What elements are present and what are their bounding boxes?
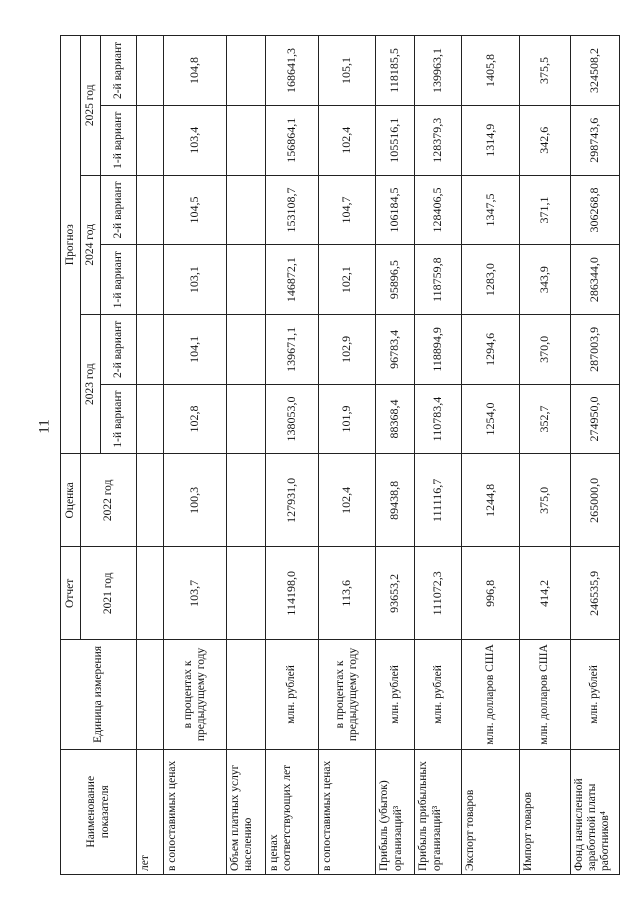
header-forecast: Прогноз: [61, 36, 81, 454]
row-value: 138053,0: [265, 384, 318, 454]
table-row: [265, 36, 318, 875]
row-value: 103,7: [163, 547, 226, 640]
table-row: [415, 36, 462, 875]
row-value: 100,3: [163, 454, 226, 547]
row-value: 146872,1: [265, 245, 318, 315]
row-value: 375,5: [519, 36, 570, 106]
row-value: 298743,6: [570, 105, 619, 175]
row-value: 375,0: [519, 454, 570, 547]
table-row: [163, 36, 226, 875]
row-value: 104,8: [163, 36, 226, 106]
row-value: [227, 454, 266, 547]
header-unit: Единица измерения: [61, 640, 137, 749]
header-2023: 2023 год: [81, 314, 101, 453]
row-name: Фонд начисленной заработной платы работников⁴: [570, 749, 619, 874]
row-value: [137, 175, 164, 245]
row-value: 89438,8: [376, 454, 415, 547]
row-value: 101,9: [319, 384, 376, 454]
row-value: 105516,1: [376, 105, 415, 175]
row-value: [227, 314, 266, 384]
row-value: 370,0: [519, 314, 570, 384]
row-value: 103,4: [163, 105, 226, 175]
row-value: [137, 547, 164, 640]
header-2025-v1: 1-й вариант: [101, 105, 137, 175]
row-name: Прибыль (убыток) организаций³: [376, 749, 415, 874]
row-value: 1294,6: [462, 314, 519, 384]
row-value: 93653,2: [376, 547, 415, 640]
row-value: [137, 36, 164, 106]
row-value: 113,6: [319, 547, 376, 640]
row-value: [137, 245, 164, 315]
row-name: Импорт товаров: [519, 749, 570, 874]
header-2024-v1: 1-й вариант: [101, 245, 137, 315]
row-value: 153108,7: [265, 175, 318, 245]
row-value: 128379,3: [415, 105, 462, 175]
row-value: 274950,0: [570, 384, 619, 454]
row-value: 139963,1: [415, 36, 462, 106]
rotated-table-container: [60, 35, 620, 875]
row-value: [227, 384, 266, 454]
header-2021: 2021 год: [81, 547, 137, 640]
table-row: [376, 36, 415, 875]
forecast-table: [60, 35, 620, 875]
row-name: Объем платных услуг населению: [227, 749, 266, 874]
row-value: 118185,5: [376, 36, 415, 106]
row-name: в сопоставимых ценах: [319, 749, 376, 874]
row-value: 110783,4: [415, 384, 462, 454]
row-value: 103,1: [163, 245, 226, 315]
table-row: [519, 36, 570, 875]
row-value: 95896,5: [376, 245, 415, 315]
row-value: 286344,0: [570, 245, 619, 315]
row-unit: [137, 640, 164, 749]
row-value: 88368,4: [376, 384, 415, 454]
row-value: 287003,9: [570, 314, 619, 384]
header-2023-v2: 2-й вариант: [101, 314, 137, 384]
row-value: [227, 175, 266, 245]
row-value: 96783,4: [376, 314, 415, 384]
row-unit: млн. рублей: [570, 640, 619, 749]
row-unit: [227, 640, 266, 749]
table-row: [319, 36, 376, 875]
row-value: 324508,2: [570, 36, 619, 106]
row-name: Прибыль прибыльных организаций³: [415, 749, 462, 874]
header-name: Наименование показателя: [61, 749, 137, 874]
row-value: [227, 547, 266, 640]
row-value: 104,5: [163, 175, 226, 245]
row-value: 1347,5: [462, 175, 519, 245]
row-value: 1244,8: [462, 454, 519, 547]
row-value: [227, 105, 266, 175]
header-2025: 2025 год: [81, 36, 101, 176]
row-unit: млн. рублей: [265, 640, 318, 749]
row-value: 168641,3: [265, 36, 318, 106]
row-value: 352,7: [519, 384, 570, 454]
row-value: 996,8: [462, 547, 519, 640]
header-estimate: Оценка: [61, 454, 81, 547]
table-row: [227, 36, 266, 875]
row-value: [227, 36, 266, 106]
table-row: [462, 36, 519, 875]
row-value: 414,2: [519, 547, 570, 640]
row-value: 1283,0: [462, 245, 519, 315]
table-row: [570, 36, 619, 875]
row-value: 265000,0: [570, 454, 619, 547]
row-value: 343,9: [519, 245, 570, 315]
row-value: 1405,8: [462, 36, 519, 106]
row-value: 1314,9: [462, 105, 519, 175]
row-unit: млн. рублей: [415, 640, 462, 749]
row-value: 306268,8: [570, 175, 619, 245]
row-value: 114198,0: [265, 547, 318, 640]
row-value: 111116,7: [415, 454, 462, 547]
row-name: лет: [137, 749, 164, 874]
table-row: [137, 36, 164, 875]
header-2025-v2: 2-й вариант: [101, 36, 137, 106]
row-unit: в процентах к предыдущему году: [163, 640, 226, 749]
row-value: 105,1: [319, 36, 376, 106]
row-value: [137, 105, 164, 175]
row-value: 371,1: [519, 175, 570, 245]
row-value: 127931,0: [265, 454, 318, 547]
header-report: Отчет: [61, 547, 81, 640]
row-name: Экспорт товаров: [462, 749, 519, 874]
row-value: [137, 314, 164, 384]
header-2022: 2022 год: [81, 454, 137, 547]
row-unit: млн. долларов США: [519, 640, 570, 749]
row-value: 246535,9: [570, 547, 619, 640]
row-value: 102,8: [163, 384, 226, 454]
header-2024: 2024 год: [81, 175, 101, 314]
row-value: [227, 245, 266, 315]
row-value: 118759,8: [415, 245, 462, 315]
row-unit: млн. рублей: [376, 640, 415, 749]
row-name: в ценах соответствующих лет: [265, 749, 318, 874]
row-value: 139671,1: [265, 314, 318, 384]
row-value: 128406,5: [415, 175, 462, 245]
row-value: 104,7: [319, 175, 376, 245]
row-value: 102,1: [319, 245, 376, 315]
row-value: [137, 454, 164, 547]
row-value: 106184,5: [376, 175, 415, 245]
row-name: в сопоставимых ценах: [163, 749, 226, 874]
row-unit: в процентах к предыдущему году: [319, 640, 376, 749]
row-value: 156864,1: [265, 105, 318, 175]
row-value: 102,9: [319, 314, 376, 384]
page-number: 11: [36, 419, 53, 434]
row-unit: млн. долларов США: [462, 640, 519, 749]
row-value: 111072,3: [415, 547, 462, 640]
row-value: 118894,9: [415, 314, 462, 384]
row-value: 104,1: [163, 314, 226, 384]
row-value: 1254,0: [462, 384, 519, 454]
row-value: 342,6: [519, 105, 570, 175]
header-2024-v2: 2-й вариант: [101, 175, 137, 245]
table-body: [137, 36, 620, 875]
row-value: 102,4: [319, 105, 376, 175]
header-2023-v1: 1-й вариант: [101, 384, 137, 454]
row-value: [137, 384, 164, 454]
row-value: 102,4: [319, 454, 376, 547]
